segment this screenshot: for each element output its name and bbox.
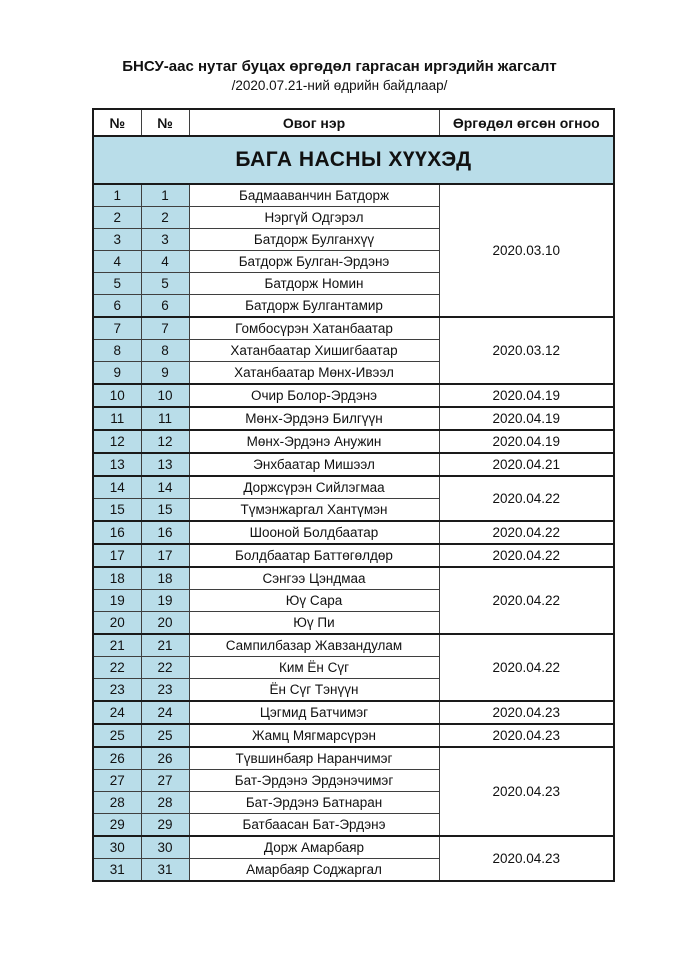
row-number-cell: 30 [93, 836, 141, 859]
row-number-cell: 16 [93, 521, 141, 544]
date-cell: 2020.03.12 [439, 317, 614, 384]
name-cell: Түмэнжаргал Хантүмэн [189, 499, 439, 522]
row-number-cell: 7 [93, 317, 141, 340]
list-table-wrapper [92, 108, 613, 882]
row-number-cell-2: 21 [141, 634, 189, 657]
row-number-cell: 10 [93, 384, 141, 407]
row-number-cell-2: 6 [141, 295, 189, 318]
row-number-cell-2: 2 [141, 207, 189, 229]
row-number-cell: 12 [93, 430, 141, 453]
row-number-cell: 14 [93, 476, 141, 499]
row-number-cell-2: 25 [141, 724, 189, 747]
col-header-no-1: № [93, 109, 141, 136]
table-row [93, 317, 614, 340]
name-cell: Хатанбаатар Мөнх-Ивээл [189, 362, 439, 385]
row-number-cell: 31 [93, 859, 141, 882]
date-cell: 2020.04.23 [439, 747, 614, 836]
date-cell: 2020.04.22 [439, 521, 614, 544]
name-cell: Юү Пи [189, 612, 439, 635]
table-row [93, 634, 614, 657]
row-number-cell-2: 13 [141, 453, 189, 476]
name-cell: Сэнгээ Цэндмаа [189, 567, 439, 590]
row-number-cell-2: 31 [141, 859, 189, 882]
name-cell: Бадмааванчин Батдорж [189, 184, 439, 207]
header-row [93, 109, 614, 136]
table-row [93, 521, 614, 544]
row-number-cell: 3 [93, 229, 141, 251]
name-cell: Мөнх-Эрдэнэ Билгүүн [189, 407, 439, 430]
date-cell: 2020.04.22 [439, 634, 614, 701]
row-number-cell: 4 [93, 251, 141, 273]
name-cell: Юү Сара [189, 590, 439, 612]
row-number-cell-2: 5 [141, 273, 189, 295]
row-number-cell-2: 20 [141, 612, 189, 635]
date-cell: 2020.04.19 [439, 384, 614, 407]
table-row [93, 407, 614, 430]
row-number-cell-2: 7 [141, 317, 189, 340]
page-subtitle: /2020.07.21-ний өдрийн байдлаар/ [231, 78, 448, 93]
row-number-cell: 15 [93, 499, 141, 522]
name-cell: Батдорж Булган-Эрдэнэ [189, 251, 439, 273]
row-number-cell-2: 4 [141, 251, 189, 273]
name-cell: Сампилбазар Жавзандулам [189, 634, 439, 657]
table-row [93, 384, 614, 407]
row-number-cell-2: 18 [141, 567, 189, 590]
row-number-cell-2: 16 [141, 521, 189, 544]
row-number-cell-2: 1 [141, 184, 189, 207]
row-number-cell-2: 22 [141, 657, 189, 679]
name-cell: Мөнх-Эрдэнэ Анужин [189, 430, 439, 453]
row-number-cell: 23 [93, 679, 141, 702]
row-number-cell-2: 11 [141, 407, 189, 430]
row-number-cell-2: 27 [141, 770, 189, 792]
date-cell: 2020.04.22 [439, 476, 614, 521]
row-number-cell-2: 12 [141, 430, 189, 453]
row-number-cell: 24 [93, 701, 141, 724]
table-row [93, 476, 614, 499]
row-number-cell-2: 17 [141, 544, 189, 567]
name-cell: Нэргүй Одгэрэл [189, 207, 439, 229]
row-number-cell-2: 14 [141, 476, 189, 499]
name-cell: Шооной Болдбаатар [189, 521, 439, 544]
table-row [93, 430, 614, 453]
col-header-no-2: № [141, 109, 189, 136]
row-number-cell-2: 30 [141, 836, 189, 859]
name-cell: Бат-Эрдэнэ Эрдэнэчимэг [189, 770, 439, 792]
row-number-cell-2: 24 [141, 701, 189, 724]
row-number-cell: 17 [93, 544, 141, 567]
date-cell: 2020.04.23 [439, 701, 614, 724]
name-cell: Энхбаатар Мишээл [189, 453, 439, 476]
name-cell: Дорж Амарбаяр [189, 836, 439, 859]
row-number-cell-2: 10 [141, 384, 189, 407]
name-cell: Болдбаатар Баттөгөлдөр [189, 544, 439, 567]
row-number-cell: 8 [93, 340, 141, 362]
date-cell: 2020.04.22 [439, 567, 614, 634]
name-cell: Цэгмид Батчимэг [189, 701, 439, 724]
row-number-cell: 27 [93, 770, 141, 792]
name-cell: Ён Сүг Тэнүүн [189, 679, 439, 702]
date-cell: 2020.04.19 [439, 407, 614, 430]
row-number-cell-2: 29 [141, 814, 189, 837]
name-cell: Батдорж Номин [189, 273, 439, 295]
table-row [93, 544, 614, 567]
name-cell: Ким Ён Сүг [189, 657, 439, 679]
list-table [92, 108, 615, 882]
row-number-cell-2: 3 [141, 229, 189, 251]
row-number-cell: 25 [93, 724, 141, 747]
row-number-cell: 26 [93, 747, 141, 770]
row-number-cell: 20 [93, 612, 141, 635]
name-cell: Доржсүрэн Сийлэгмаа [189, 476, 439, 499]
name-cell: Амарбаяр Соджаргал [189, 859, 439, 882]
row-number-cell-2: 8 [141, 340, 189, 362]
row-number-cell: 28 [93, 792, 141, 814]
table-row [93, 184, 614, 207]
row-number-cell: 11 [93, 407, 141, 430]
table-row [93, 836, 614, 859]
row-number-cell: 19 [93, 590, 141, 612]
row-number-cell-2: 9 [141, 362, 189, 385]
row-number-cell: 6 [93, 295, 141, 318]
name-cell: Батдорж Булгантамир [189, 295, 439, 318]
table-row [93, 747, 614, 770]
row-number-cell: 1 [93, 184, 141, 207]
page-title: БНСУ-аас нутаг буцах өргөдөл гаргасан иргэдийн жагсалт [122, 58, 557, 75]
date-cell: 2020.03.10 [439, 184, 614, 317]
date-cell: 2020.04.21 [439, 453, 614, 476]
name-cell: Батбаасан Бат-Эрдэнэ [189, 814, 439, 837]
row-number-cell: 2 [93, 207, 141, 229]
name-cell: Очир Болор-Эрдэнэ [189, 384, 439, 407]
table-row [93, 453, 614, 476]
table-row [93, 724, 614, 747]
table-row [93, 701, 614, 724]
row-number-cell: 13 [93, 453, 141, 476]
table-body [93, 184, 614, 881]
row-number-cell: 29 [93, 814, 141, 837]
section-header-row [93, 136, 614, 184]
name-cell: Батдорж Булганхүү [189, 229, 439, 251]
name-cell: Түвшинбаяр Наранчимэг [189, 747, 439, 770]
date-cell: 2020.04.23 [439, 724, 614, 747]
table-row [93, 567, 614, 590]
row-number-cell-2: 19 [141, 590, 189, 612]
row-number-cell: 18 [93, 567, 141, 590]
col-header-name: Овог нэр [189, 109, 439, 136]
section-title: БАГА НАСНЫ ХҮҮХЭД [93, 136, 614, 184]
col-header-date: Өргөдөл өгсөн огноо [439, 109, 614, 136]
row-number-cell: 21 [93, 634, 141, 657]
row-number-cell-2: 26 [141, 747, 189, 770]
row-number-cell-2: 23 [141, 679, 189, 702]
date-cell: 2020.04.19 [439, 430, 614, 453]
row-number-cell: 9 [93, 362, 141, 385]
date-cell: 2020.04.23 [439, 836, 614, 881]
date-cell: 2020.04.22 [439, 544, 614, 567]
row-number-cell: 22 [93, 657, 141, 679]
name-cell: Бат-Эрдэнэ Батнаран [189, 792, 439, 814]
row-number-cell-2: 28 [141, 792, 189, 814]
row-number-cell: 5 [93, 273, 141, 295]
name-cell: Гомбосүрэн Хатанбаатар [189, 317, 439, 340]
name-cell: Хатанбаатар Хишигбаатар [189, 340, 439, 362]
row-number-cell-2: 15 [141, 499, 189, 522]
name-cell: Жамц Мягмарсүрэн [189, 724, 439, 747]
